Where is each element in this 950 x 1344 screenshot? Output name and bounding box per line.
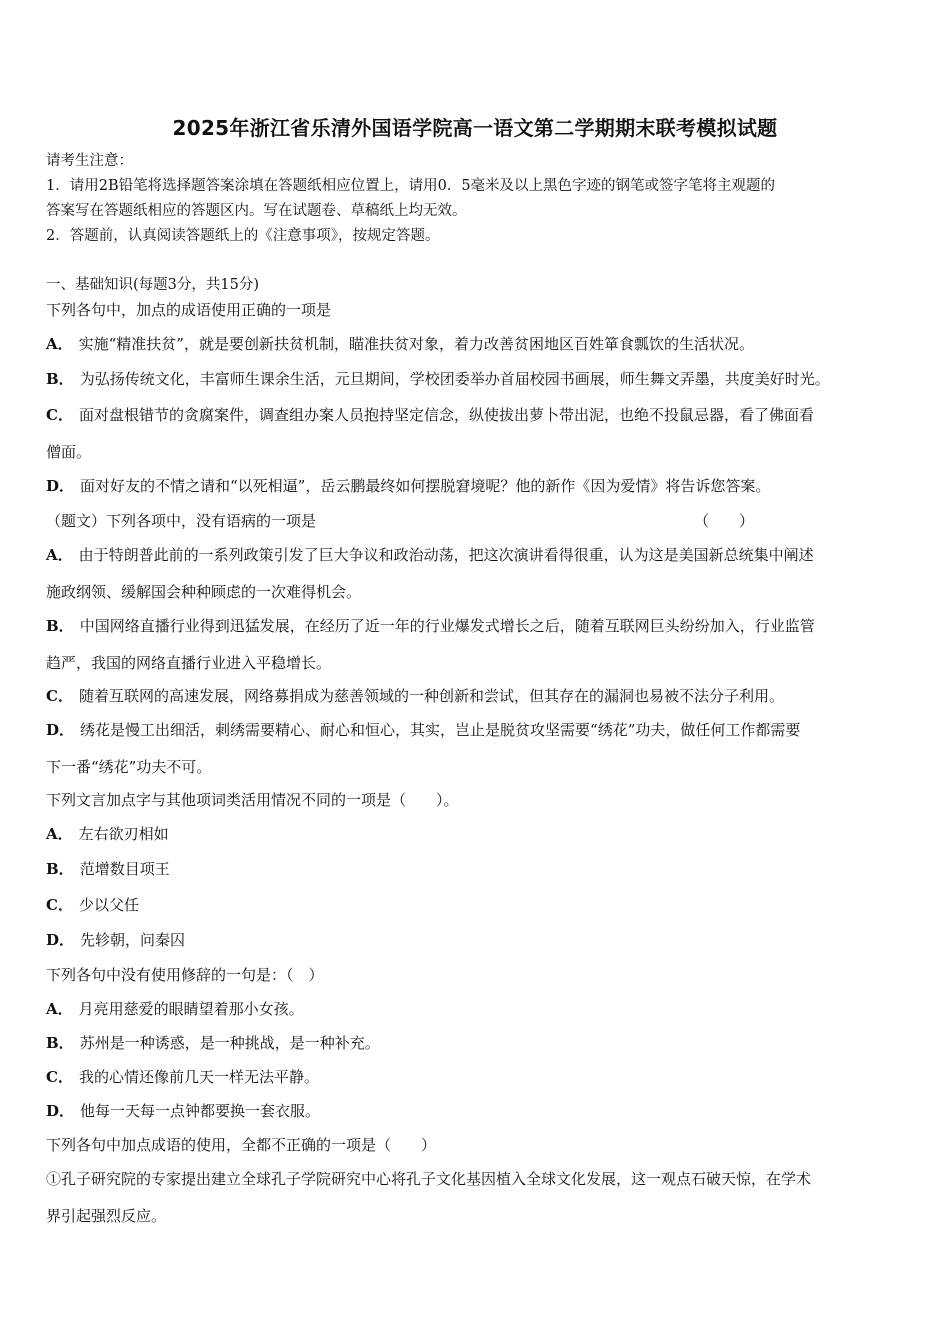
option-label: D． [46, 721, 75, 739]
q5-stem: 下列各句中加点成语的使用，全都不正确的一项是（ ） [46, 1136, 437, 1154]
q2-option-d-continued: 下一番“绣花”功夫不可。 [46, 758, 212, 776]
q1-option-b [46, 369, 910, 389]
q2-option-b [46, 616, 910, 636]
page-title: 2025年浙江省乐清外国语学院高一语文第二学期期末联考模拟试题 [172, 116, 778, 140]
notice-heading: 请考生注意： [46, 153, 133, 169]
option-label: B． [46, 370, 74, 388]
notice-item-1-line-1: 1．请用2B铅笔将选择题答案涂填在答题纸相应位置上，请用0．5毫米及以上黑色字迹的钢笔或签字笔将主观题的 [46, 178, 776, 194]
option-text: 左右欲刃相如 [78, 825, 169, 843]
option-label: B． [46, 860, 74, 878]
q1-option-d [46, 476, 910, 496]
option-label: B． [46, 617, 74, 635]
option-label: C． [46, 406, 73, 424]
q1-stem: 下列各句中，加点的成语使用正确的一项是 [46, 301, 332, 319]
option-text: 面对盘根错节的贪腐案件，调查组办案人员抱持坚定信念，纵使拔出萝卜带出泥，也绝不投鼠忌器，看了佛面看 [78, 406, 814, 424]
option-text: 面对好友的不情之请和“以死相逼”，岳云鹏最终如何摆脱窘境呢？他的新作《因为爱情》将告诉您答案。 [80, 477, 771, 495]
option-label: D． [46, 1102, 75, 1120]
option-text: 先轸朝，问秦囚 [80, 931, 186, 949]
answer-blank: （ ） [694, 512, 755, 530]
q5-sentence-1: ①孔子研究院的专家提出建立全球孔子学院研究中心将孔子文化基因植入全球文化发展，这一观点石破天惊，在学术 [46, 1170, 812, 1188]
option-label: D． [46, 477, 75, 495]
option-text: 范增数目项王 [79, 860, 170, 878]
option-label: D． [46, 931, 75, 949]
option-label: C． [46, 687, 73, 705]
q1-option-a [46, 334, 910, 354]
q4-option-b [46, 1033, 910, 1053]
q5-sentence-1-continued: 界引起强烈反应。 [46, 1207, 167, 1225]
q4-option-a [46, 999, 910, 1019]
q2-option-c [46, 686, 910, 706]
option-text: 中国网络直播行业得到迅猛发展，在经历了近一年的行业爆发式增长之后，随着互联网巨头纷纷加入，行业监管 [79, 617, 815, 635]
option-label: A． [46, 546, 73, 564]
q3-stem: 下列文言加点字与其他项词类活用情况不同的一项是（ ）。 [46, 791, 459, 809]
option-text: 绣花是慢工出细活，刺绣需要精心、耐心和恒心，其实，岂止是脱贫攻坚需要“绣花”功夫，做任何工作都需要 [80, 721, 801, 739]
notice-item-2: 2．答题前，认真阅读答题纸上的《注意事项》，按规定答题。 [46, 228, 440, 244]
option-label: A． [46, 825, 73, 843]
notice-item-1-line-2: 答案写在答题纸相应的答题区内。写在试题卷、草稿纸上均无效。 [46, 203, 467, 219]
q4-stem: 下列各句中没有使用修辞的一句是：（ ） [46, 966, 324, 984]
q1-option-c [46, 405, 910, 425]
option-label: C． [46, 1068, 73, 1086]
option-label: C． [46, 896, 73, 914]
q2-stem [46, 511, 910, 531]
option-label: A． [46, 335, 73, 353]
q3-option-d [46, 930, 910, 950]
q2-option-a-continued: 施政纲领、缓解国会种种顾虑的一次难得机会。 [46, 583, 362, 601]
q3-option-c [46, 895, 910, 915]
option-text: 随着互联网的高速发展，网络募捐成为慈善领域的一种创新和尝试，但其存在的漏洞也易被不法分子利用。 [78, 687, 784, 705]
option-text: 我的心情还像前几天一样无法平静。 [78, 1068, 319, 1086]
q1-option-c-continued: 僧面。 [46, 443, 92, 461]
option-text: 苏州是一种诱惑，是一种挑战，是一种补充。 [79, 1034, 380, 1052]
option-text: 他每一天每一点钟都要换一套衣服。 [80, 1102, 321, 1120]
q2-option-d [46, 720, 910, 740]
q4-option-d [46, 1101, 910, 1121]
q3-option-b [46, 859, 910, 879]
option-text: 为弘扬传统文化，丰富师生课余生活，元旦期间，学校团委举办首届校园书画展，师生舞文弄墨，共度美好时光。 [79, 370, 830, 388]
q2-option-b-continued: 趋严，我国的网络直播行业进入平稳增长。 [46, 654, 332, 672]
q3-option-a [46, 824, 910, 844]
q4-option-c [46, 1067, 910, 1087]
option-label: A． [46, 1000, 73, 1018]
option-text: 月亮用慈爱的眼睛望着那小女孩。 [78, 1000, 304, 1018]
option-text: 实施“精准扶贫”，就是要创新扶贫机制，瞄准扶贫对象，着力改善贫困地区百姓箪食瓢饮的生活状况。 [78, 335, 754, 353]
option-label: B． [46, 1034, 74, 1052]
section-heading: 一、基础知识(每题3分，共15分) [46, 277, 259, 293]
option-text: 少以父任 [78, 896, 139, 914]
question-text: （题文）下列各项中，没有语病的一项是 [46, 512, 317, 530]
q2-option-a [46, 545, 910, 565]
option-text: 由于特朗普此前的一系列政策引发了巨大争议和政治动荡，把这次演讲看得很重，认为这是美国新总统集中阐述 [78, 546, 814, 564]
